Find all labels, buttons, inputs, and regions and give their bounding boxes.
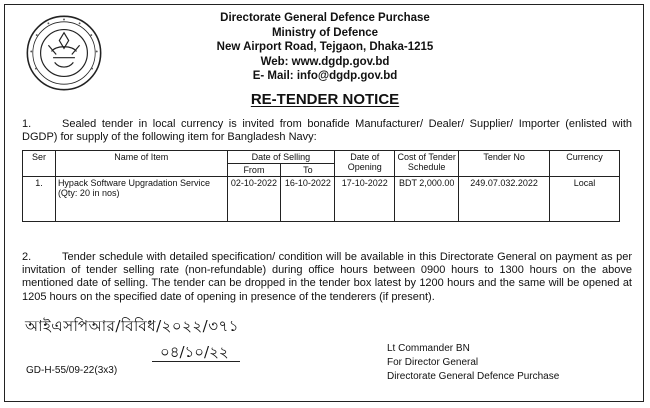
org-name: Directorate General Defence Purchase [220,12,430,24]
col-date-selling: Date of Selling [227,151,335,164]
item-name: Hypack Software Upgradation Service [57,178,211,188]
cell-currency: Local [550,177,620,222]
cell-item [55,177,227,222]
cell-ser: 1. [23,177,56,222]
col-currency: Currency [550,151,620,177]
cell-tender-no: 249.07.032.2022 [459,177,550,222]
tender-table [22,150,620,222]
date-bn: ০৪/১০/২২ [160,343,229,361]
col-opening: Date of Opening [335,151,395,177]
signatory-rank: Lt Commander BN [387,343,470,354]
email: E- Mail: info@dgdp.gov.bd [252,70,398,83]
reference-number-bn: আইএসপিআর/বিবিধ/২০২২/৩৭১ [25,317,239,335]
col-cost: Cost of Tender Schedule [395,151,459,177]
col-to: To [281,164,335,177]
table-row [23,177,620,222]
ministry-name: Ministry of Defence [271,26,379,39]
col-tender-no: Tender No [459,151,550,177]
cell-to: 16-10-2022 [281,177,335,222]
signatory-org: Directorate General Defence Purchase [387,371,560,382]
paragraph-1 [22,118,632,144]
col-ser: Ser [23,151,56,177]
letterhead [150,11,500,84]
paragraph-2 [22,251,632,304]
col-from: From [227,164,281,177]
table-header-row [23,151,620,164]
notice-title: RE-TENDER NOTICE [250,91,400,108]
cell-cost: BDT 2,000.00 [395,177,459,222]
cell-opening: 17-10-2022 [335,177,395,222]
dgdp-emblem-icon [25,14,103,92]
paragraph-text: Tender schedule with detailed specification/ condition will be available in this Directorate General on payment as per invitation of tender selling rate (non-refundable) during office hours between 0900 hours to 1300 hours on the above mentioned date of selling. The tender can be dropped in the tender box latest by 1200 hours and the same will be opened at 1205 hours on the specified date of opening in presence of the tenderers (if present). [22,251,632,303]
cell-from: 02-10-2022 [227,177,281,222]
date-underline [152,361,240,362]
address: New Airport Road, Tejgaon, Dhaka-1215 [216,41,434,54]
signatory-for: For Director General [387,357,479,368]
paragraph-text: Sealed tender in local currency is invited from bonafide Manufacturer/ Dealer/ Supplier/ Importer (enlisted with DGDP) for supply of the following item for Bangladesh Navy: [22,118,632,144]
paragraph-number: 1. [22,118,32,130]
signature-block [387,342,559,384]
item-qty: (Qty: 20 in nos) [57,188,120,198]
website: Web: www.dgdp.gov.bd [260,55,390,68]
paragraph-number: 2. [22,251,32,263]
col-item: Name of Item [55,151,227,177]
ref-code: GD-H-55/09-22(3x3) [26,365,118,376]
